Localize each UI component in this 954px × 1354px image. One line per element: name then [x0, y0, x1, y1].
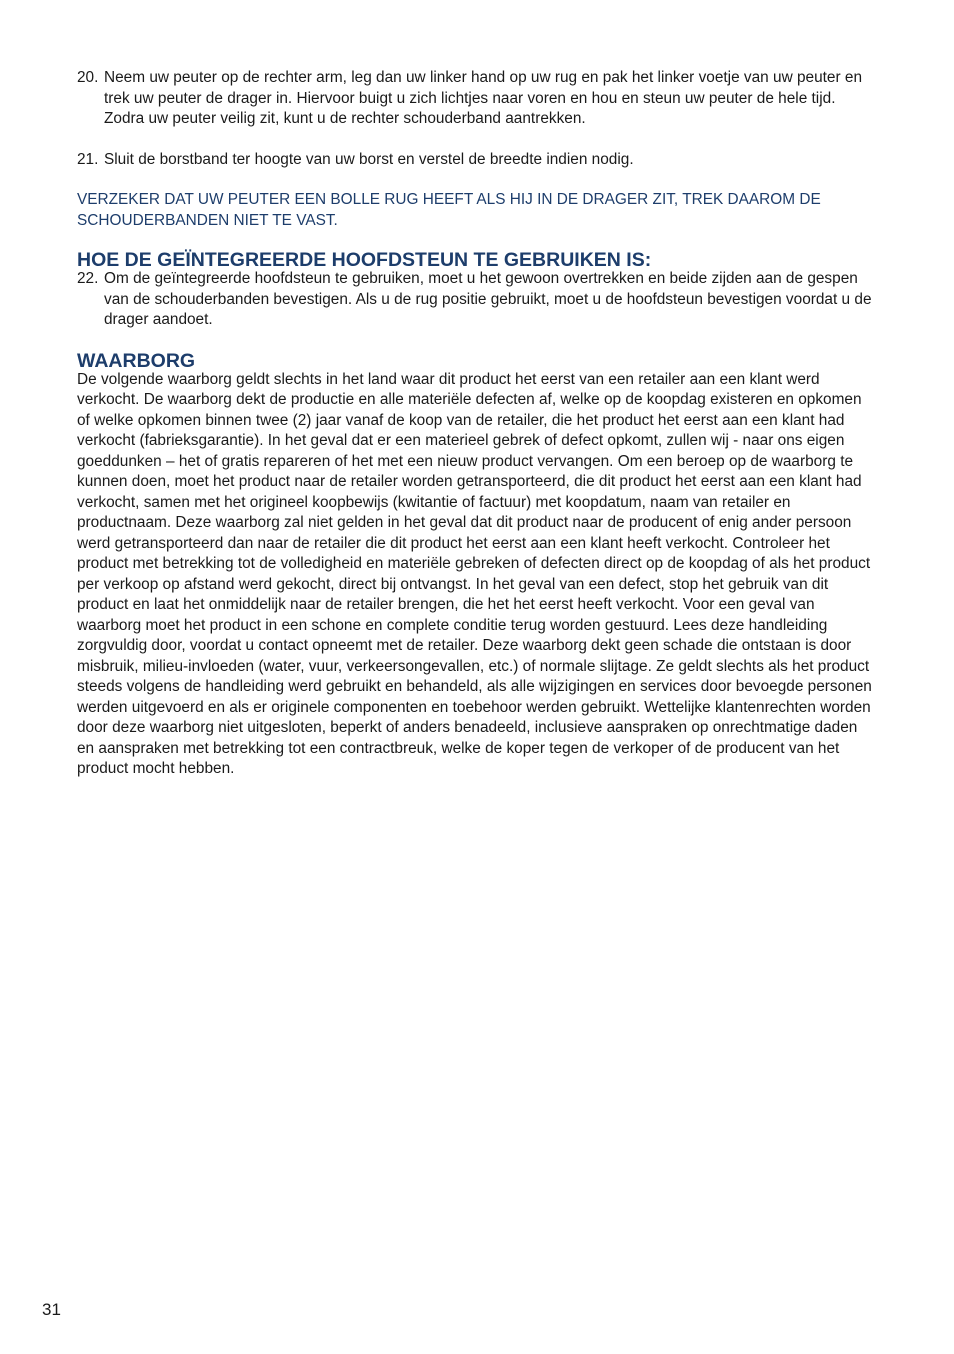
instruction-item-22	[77, 269, 877, 331]
item-number: 22.	[77, 270, 99, 287]
item-text: Sluit de borstband ter hoogte van uw borst en verstel de breedte indien nodig.	[104, 150, 634, 168]
item-text: Neem uw peuter op de rechter arm, leg dan uw linker hand op uw rug en pak het linker voetje van uw peuter en trek uw peuter de drager in. Hiervoor buigt u zich lichtjes naar voren en hou en steun uw peuter de hele tijd. Zodra uw peuter veilig zit, kunt u de rechter schouderband aantrekken.	[104, 69, 863, 127]
instruction-item-20	[77, 68, 877, 130]
page-number: 31	[42, 1300, 61, 1319]
item-number: 21.	[77, 150, 99, 168]
item-text: Om de geïntegreerde hoofdsteun te gebruiken, moet u het gewoon overtrekken en beide zijden aan de gespen van de schouderbanden bevestigen. Als u de rug positie gebruikt, moet u de hoofdsteun bevestigen voordat u de drager aandoet.	[104, 270, 872, 328]
item-number: 20.	[77, 69, 99, 86]
warning-notice: VERZEKER DAT UW PEUTER EEN BOLLE RUG HEEFT ALS HIJ IN DE DRAGER ZIT, TREK DAAROM DE SCHOUDERBANDEN NIET TE VAST.	[77, 191, 821, 229]
warranty-text: De volgende waarborg geldt slechts in het land waar dit product het eerst van een retailer aan een klant werd verkocht. De waarborg dekt de productie en alle materiële defecten af, welke op de koopdag existeren en opkomen of welke opkomen binnen twee (2) jaar vanaf de koop van de retailer, die het product het eerst aan een klant had verkocht (fabrieksgarantie). In het geval dat er een materieel gebrek of defect opkomt, zullen wij - naar ons eigen goeddunken – het of gratis repareren of het met een nieuw product vervangen. Om een beroep op de waarborg te kunnen doen, moet het product naar de retailer worden getransporteerd, die dit product het eerst aan een klant had verkocht, samen met het origineel koopbewijs (kwitantie of factuur) met koopdatum, naam van retailer en productnaam. Deze waarborg zal niet gelden in het geval dat dit product naar de producent of enig ander persoon werd getransporteerd dan naar de retailer die dit product het eerst aan een klant heeft verkocht. Controleer het product met betrekking tot de volledigheid en materiële gebreken of defecten direct op de koopdag of als het product per verkoop op afstand werd gekocht, direct bij ontvangst. In het geval van een defect, stop het gebruik van dit product en laat het onmiddelijk naar de retailer brengen, die het het eerst heeft verkocht. Voor een geval van waarborg moet het product in een schone en complete conditie terug worden gestuurd. Lees deze handleiding zorgvuldig door, voordat u contact opneemt met de retailer. Deze waarborg dekt geen schade die ontstaan is door misbruik, milieu-invloeden (water, vuur, verkeersongevallen, etc.) of normale slijtage. Ze geldt slechts als het product steeds volgens de handleiding werd gebruikt en behandeld, als alle wijzigingen en services door bevoegde personen werden uitgevoerd en als er originele componenten en toebehoor werden gebruikt. Wettelijke klantenrechten worden door deze waarborg niet uitgesloten, beperkt of anders benadeeld, inclusieve aanspraken op onrechtmatige daden en aanspraken met betrekking tot een contractbreuk, welke de koper tegen de verkoper of de producent van het product mocht hebben.	[77, 370, 872, 777]
instruction-item-21	[77, 150, 877, 171]
document-page	[77, 68, 877, 780]
headrest-heading: HOE DE GEÏNTEGREERDE HOOFDSTEUN TE GEBRUIKEN IS:	[77, 249, 652, 271]
warranty-heading: WAARBORG	[77, 349, 196, 372]
